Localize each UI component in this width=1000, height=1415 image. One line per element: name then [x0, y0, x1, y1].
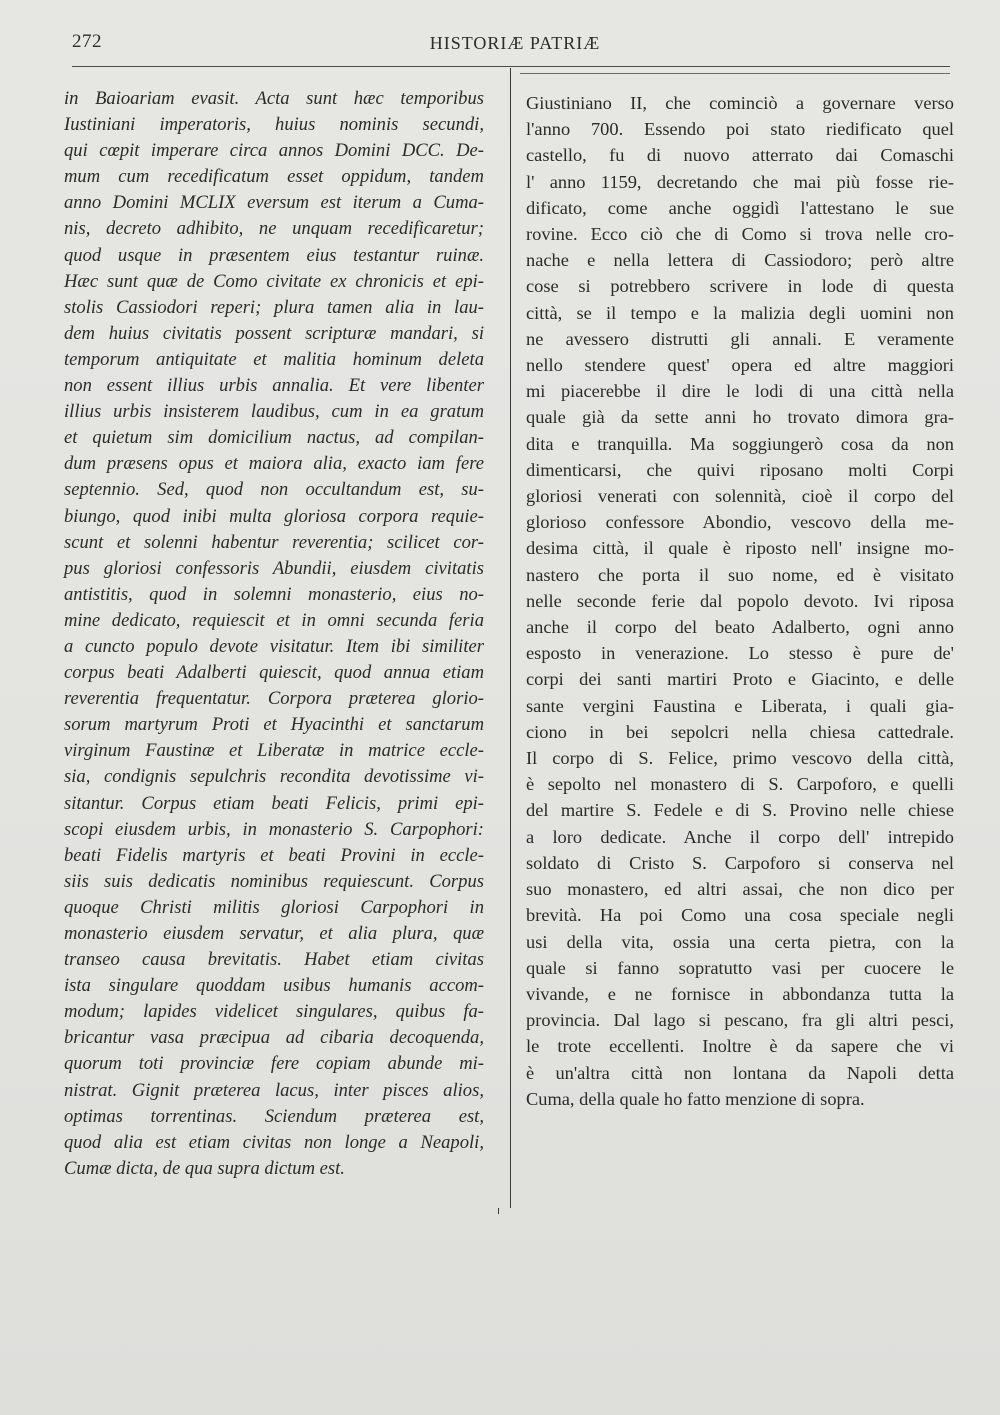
- text-line: mi piacerebbe il dire le lodi di una città nella: [526, 381, 954, 402]
- text-line: ista singulare quoddam usibus humanis accom-: [64, 975, 484, 997]
- text-line: in Baioariam evasit. Acta sunt hæc temporibus: [64, 88, 484, 109]
- text-line: Hæc sunt quæ de Como civitate ex chronicis et epi-: [64, 270, 484, 292]
- text-line: vivande, e ne fornisce in abbondanza tutta la: [526, 983, 954, 1004]
- page-number: 272: [72, 31, 102, 52]
- text-line: mum cum recedificatum esset oppidum, tandem: [64, 166, 484, 188]
- text-line: le trote eccellenti. Inoltre è da sapere che vi: [526, 1036, 954, 1057]
- text-line: provincia. Dal lago si pescano, fra gli altri pesci,: [526, 1010, 954, 1031]
- text-line: rovine. Ecco ciò che di Como si trova nelle cro-: [526, 224, 954, 245]
- text-line: Giustiniano II, che cominciò a governare verso: [526, 93, 954, 113]
- column-divider: [510, 68, 511, 1208]
- text-line: siis suis dedicatis nominibus requiescunt. Corpus: [64, 870, 484, 892]
- text-line: quod usque in præsentem eius testantur ruinæ.: [64, 244, 484, 266]
- text-line: del martire S. Fedele e di S. Provino nelle chiese: [526, 800, 954, 821]
- text-line: sitantur. Corpus etiam beati Felicis, primi epi-: [64, 792, 484, 814]
- italian-text-column: [526, 90, 954, 1112]
- text-line: dem huius civitatis possent scripturæ mandari, si: [64, 322, 484, 344]
- text-line: è un'altra città non lontana da Napoli detta: [526, 1062, 954, 1083]
- text-line: Il corpo di S. Felice, primo vescovo della città,: [526, 748, 954, 769]
- text-line: anche il corpo del beato Adalberto, ogni anno: [526, 617, 954, 638]
- text-line: temporum antiquitate et malitia hominum deleta: [64, 348, 484, 370]
- text-line: città, se il tempo e la malizia degli uomini non: [526, 302, 954, 323]
- text-line: corpi dei santi martiri Proto e Giacinto, e delle: [526, 669, 954, 690]
- text-line: dificato, come anche oggidì l'attestano le sue: [526, 197, 954, 218]
- text-line: nistrat. Gignit præterea lacus, inter pisces alios,: [64, 1079, 484, 1101]
- text-line: reverentia frequentatur. Corpora præterea glorio-: [64, 688, 484, 710]
- text-line: biungo, quod inibi multa gloriosa corpora requie-: [64, 505, 484, 527]
- text-line: quoque Christi militis gloriosi Carpophori in: [64, 896, 484, 918]
- text-line: dimenticarsi, che quivi riposano molti Corpi: [526, 459, 954, 480]
- text-line: non essent illius urbis annalia. Et vere libenter: [64, 375, 484, 397]
- text-line: nastero che porta il suo nome, ed è visitato: [526, 564, 954, 585]
- text-line: pus gloriosi confessoris Abundii, eiusdem civitatis: [64, 557, 484, 579]
- text-line: sorum martyrum Proti et Hyacinthi et sanctarum: [64, 714, 484, 736]
- text-line: brevità. Ha poi Como una cosa speciale negli: [526, 905, 954, 926]
- text-line: quale si fanno sopratutto vasi per cuocere le: [526, 957, 954, 978]
- text-line: nis, decreto adhibito, ne unquam recedificaretur;: [64, 218, 484, 240]
- column-divider-tail: [498, 1208, 499, 1214]
- text-line: a cuncto populo devote visitatur. Item ibi similiter: [64, 635, 484, 657]
- text-line: nello stendere quest' opera ed altre maggiori: [526, 355, 954, 376]
- text-line: desima città, il quale è riposto nell' insigne mo-: [526, 538, 954, 559]
- text-line: suo monastero, ed altri assai, che non dico per: [526, 879, 954, 900]
- header-rule-secondary: [520, 73, 950, 74]
- text-line: et quietum sim domicilium nactus, ad compilan-: [64, 427, 484, 449]
- text-line: quorum toti provinciæ fere copiam abunde mi-: [64, 1053, 484, 1075]
- text-line: virginum Faustinæ et Liberatæ in matrice eccle-: [64, 740, 484, 762]
- text-line: Iustiniani imperatoris, huius nominis secundi,: [64, 114, 484, 136]
- text-line: dita e tranquilla. Ma soggiungerò cosa da non: [526, 433, 954, 454]
- text-line: Cuma, della quale ho fatto menzione di sopra.: [526, 1088, 865, 1109]
- text-line: optimas torrentinas. Sciendum præterea est,: [64, 1105, 484, 1127]
- text-line: corpus beati Adalberti quiescit, quod annua etiam: [64, 662, 484, 684]
- text-line: nelle seconde ferie dal popolo devoto. Ivi riposa: [526, 590, 954, 611]
- text-line: beati Fidelis martyris et beati Provini in eccle-: [64, 844, 484, 866]
- text-line: è sepolto nel monastero di S. Carpoforo, e quelli: [526, 774, 954, 795]
- text-line: l'anno 700. Essendo poi stato riedificato quel: [526, 119, 954, 140]
- latin-text-column: [64, 86, 484, 1182]
- text-line: Cumæ dicta, de qua supra dictum est.: [64, 1157, 345, 1179]
- text-line: scunt et solenni habentur reverentia; scilicet cor-: [64, 531, 484, 553]
- text-line: esposto in venerazione. Lo stesso è pure de': [526, 643, 954, 664]
- text-line: septennio. Sed, quod non occultandum est, su-: [64, 479, 484, 501]
- text-line: ciono in bei sepolcri nella chiesa cattedrale.: [526, 721, 954, 742]
- text-line: monasterio eiusdem servatur, et alia plura, quæ: [64, 923, 484, 944]
- header-rule: [72, 66, 950, 67]
- text-line: bricantur vasa præcipua ad cibaria decoquenda,: [64, 1027, 484, 1049]
- text-line: quale già da sette anni ho trovato dimora gra-: [526, 407, 954, 428]
- text-line: transeo causa brevitatis. Habet etiam civitas: [64, 949, 484, 971]
- text-line: scopi eiusdem urbis, in monasterio S. Carpophori:: [64, 818, 484, 840]
- text-line: l' anno 1159, decretando che mai più fosse rie-: [526, 171, 954, 192]
- text-line: sante vergini Faustina e Liberata, i quali gia-: [526, 695, 954, 716]
- text-line: nache e nella lettera di Cassiodoro; però altre: [526, 250, 954, 271]
- text-line: dum præsens opus et maiora alia, exacto iam fere: [64, 453, 484, 475]
- text-line: cose si potrebbero scrivere in lode di questa: [526, 276, 954, 297]
- text-line: antistitis, quod in solemni monasterio, eius no-: [64, 583, 484, 605]
- text-line: soldato di Cristo S. Carpoforo si conserva nel: [526, 852, 954, 873]
- text-line: a loro dedicate. Anche il corpo dell' intrepido: [526, 826, 954, 847]
- text-line: mine dedicato, requiescit et in omni secunda feria: [64, 609, 484, 631]
- text-line: modum; lapides videlicet singulares, quibus fa-: [64, 1001, 484, 1023]
- text-line: ne avessero distrutti gli annali. E veramente: [526, 328, 954, 349]
- text-line: qui cœpit imperare circa annos Domini DCC. De-: [64, 140, 484, 162]
- text-line: gloriosi venerati con solennità, cioè il corpo del: [526, 486, 954, 507]
- text-line: stolis Cassiodori reperi; plura tamen alia in lau-: [64, 296, 484, 318]
- running-title: HISTORIÆ PATRIÆ: [429, 33, 601, 53]
- text-line: castello, fu di nuovo atterrato dai Comaschi: [526, 145, 954, 166]
- text-line: anno Domini MCLIX eversum est iterum a Cuma-: [64, 192, 484, 214]
- text-line: illius urbis insisterem laudibus, cum in ea gratum: [64, 401, 484, 423]
- text-line: sia, condignis sepulchris recondita devotissime vi-: [64, 766, 484, 788]
- text-line: quod alia est etiam civitas non longe a Neapoli,: [64, 1131, 484, 1153]
- text-line: glorioso confessore Abondio, vescovo della me-: [526, 512, 954, 533]
- text-line: usi della vita, ossia una certa pietra, con la: [526, 931, 954, 952]
